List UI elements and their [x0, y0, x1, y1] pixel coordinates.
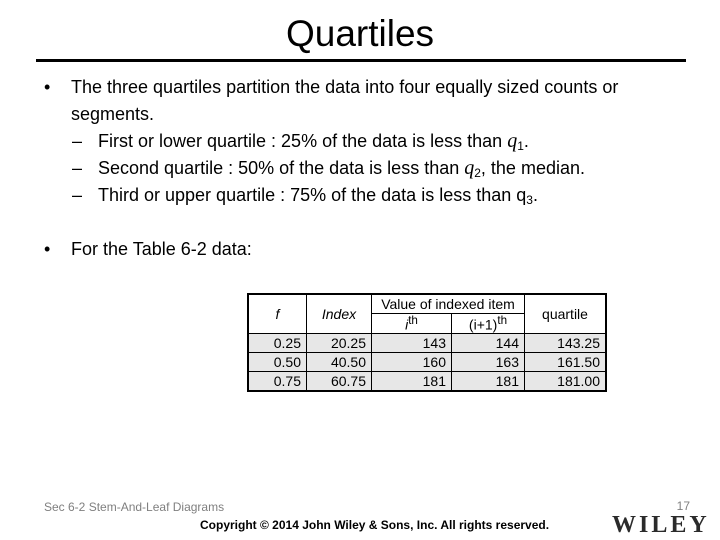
cell-index: 60.75 [307, 371, 372, 391]
cell-ith: 143 [372, 333, 452, 352]
bullet-marker: • [44, 239, 51, 259]
cell-i-plus-1: 144 [452, 333, 525, 352]
q-subscript: 1 [517, 139, 524, 153]
sub-text: First or lower quartile : 25% of the data is less than [98, 131, 508, 151]
cell-quartile: 143.25 [525, 333, 607, 352]
sub-after: . [523, 131, 529, 151]
sub-bullet-third-quartile [40, 182, 700, 209]
sub-bullet-second-quartile [40, 155, 700, 182]
sub-dash: – [72, 185, 83, 205]
table-row [248, 333, 606, 352]
cell-f: 0.25 [248, 333, 307, 352]
cell-f: 0.75 [248, 371, 307, 391]
cell-index: 40.50 [307, 352, 372, 371]
table-row [248, 352, 606, 371]
header-i-plus-1-label: (i+1) [468, 316, 498, 333]
copyright-notice: Copyright © 2014 John Wiley & Sons, Inc. All rights reserved. [200, 518, 550, 532]
cell-f: 0.50 [248, 352, 307, 371]
quartile-table [247, 293, 607, 392]
q-symbol: q [507, 130, 518, 152]
bullet-table-intro-text: For the Table 6-2 data: [71, 239, 252, 259]
q-subscript: 3 [526, 193, 533, 207]
slide-title: Quartiles [285, 13, 435, 54]
bullet-list [40, 74, 700, 263]
header-ith [372, 314, 452, 334]
cell-ith: 160 [372, 352, 452, 371]
header-index: Index [307, 294, 372, 333]
bullet-marker: • [44, 77, 51, 97]
header-ith-sup: th [408, 314, 418, 327]
table-row [248, 371, 606, 391]
page-number: 17 [676, 499, 690, 513]
sub-dash: – [72, 131, 83, 151]
header-f: f [248, 294, 307, 333]
sub-bullet-first-quartile [40, 128, 700, 155]
cell-i-plus-1: 163 [452, 352, 525, 371]
sub-dash: – [72, 158, 83, 178]
cell-quartile: 181.00 [525, 371, 607, 391]
cell-ith: 181 [372, 371, 452, 391]
footer-section-label: Sec 6-2 Stem-And-Leaf Diagrams [44, 500, 225, 514]
header-quartile: quartile [525, 294, 607, 333]
header-value-indexed-item: Value of indexed item [372, 294, 525, 314]
bullet-table-intro [40, 236, 700, 263]
header-ith-label: i [405, 316, 409, 333]
table-header-row [248, 294, 606, 314]
wiley-logo: WILEY [612, 512, 710, 538]
sub-after: , the median. [480, 158, 585, 178]
title-underline [36, 59, 686, 62]
sub-after: . [532, 185, 538, 205]
header-i-plus-1-sup: th [497, 314, 508, 327]
q-subscript: 2 [474, 166, 481, 180]
cell-index: 20.25 [307, 333, 372, 352]
cell-quartile: 161.50 [525, 352, 607, 371]
sub-text: Third or upper quartile : 75% of the data is less than q [98, 185, 527, 205]
header-i-plus-1 [452, 314, 525, 334]
sub-text: Second quartile : 50% of the data is less than [98, 158, 465, 178]
bullet-partition-text: The three quartiles partition the data into four equally sized counts or segments. [71, 77, 619, 124]
bullet-partition [40, 74, 700, 128]
q-symbol: q [464, 157, 475, 179]
cell-i-plus-1: 181 [452, 371, 525, 391]
